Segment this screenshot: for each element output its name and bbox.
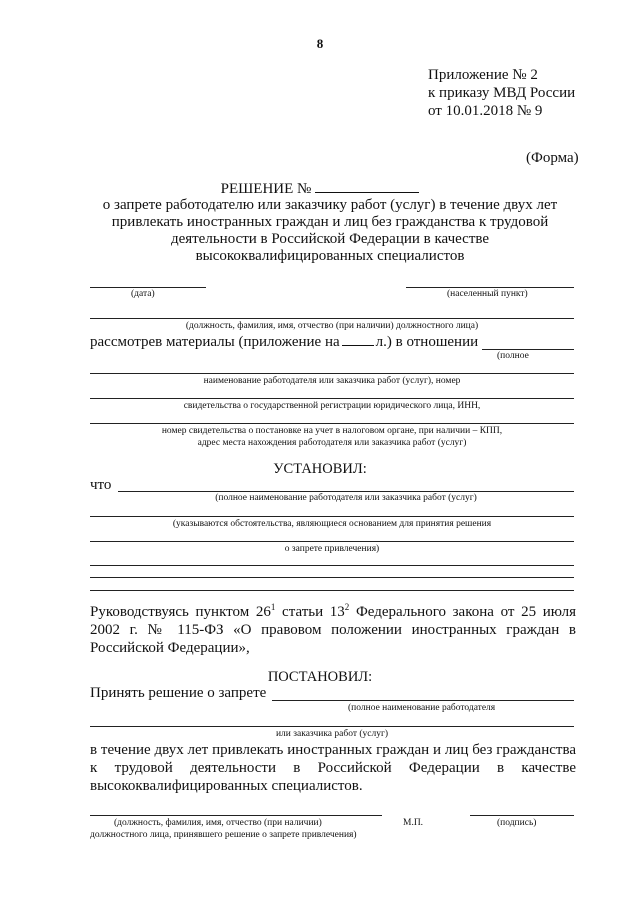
decision-start-text: Принять решение о запрете (90, 685, 267, 701)
full-employer-caption: (полное наименование работодателя или заказчика работ (услуг) (215, 493, 477, 503)
address-caption: адрес места нахождения работодателя или заказчика работ (услуг) (197, 438, 467, 448)
guided-part-3: Федерального закона от 25 июля 2002 г. № 115-ФЗ «О правовом положении иностранных граждан в Российской Федерации», (90, 604, 576, 656)
official-line (90, 318, 574, 319)
settlement-caption: (населенный пункт) (447, 289, 528, 299)
considered-text (90, 333, 478, 351)
appendix-header (428, 66, 638, 120)
date-caption: (дата) (131, 289, 155, 299)
decision-number-blank (315, 178, 419, 193)
or-customer-caption: или заказчика работ (услуг) (275, 729, 389, 739)
tax-number-caption: номер свидетельства о постановке на учет в налоговом органе, при наличии – КПП, (161, 426, 503, 436)
guided-paragraph (90, 603, 576, 657)
decision-body: в течение двух лет привлекать иностранных граждан и лиц без гражданства к трудовой деятельности в Российской Федерации в качестве высококвалифицированных специалистов. (90, 742, 576, 794)
employer-line (90, 373, 574, 374)
what-line (118, 491, 574, 492)
blank-line-3 (90, 590, 574, 591)
document-title (0, 178, 640, 198)
settlement-line (406, 287, 574, 288)
appendix-line-1: Приложение № 2 (428, 67, 538, 83)
appendix-line-2: к приказу МВД России (428, 85, 576, 101)
circumstances-caption: (указываются обстоятельства, являющиеся основанием для принятия решения (172, 519, 492, 529)
guided-part-1: Руководствуясь пунктом 26 (90, 604, 271, 620)
pages-blank (342, 333, 374, 346)
official-caption: (должность, фамилия, имя, отчество (при наличии) должностного лица) (185, 321, 479, 331)
blank-line-2 (90, 577, 574, 578)
signing-official-caption-2: должностного лица, принявшего решение о запрете привлечения) (90, 830, 357, 840)
decreed-heading: ПОСТАНОВИЛ: (267, 669, 373, 685)
customer-line (90, 726, 574, 727)
ban-line (90, 541, 574, 542)
document-subtitle: о запрете работодателю или заказчику работ (услуг) в течение двух лет привлекать иностранных граждан и лиц без гражданства к трудовой деятельности в Российской Федерации в качестве высококвалифицированных специалистов (102, 197, 558, 264)
tax-line (90, 423, 574, 424)
full-employer-caption-2: (полное наименование работодателя (348, 703, 496, 713)
full-line (482, 349, 574, 350)
signing-official-line (90, 815, 382, 816)
decision-employer-line (272, 700, 574, 701)
established-heading: УСТАНОВИЛ: (273, 461, 367, 477)
what-text: что (90, 477, 112, 493)
guided-sup-2: 2 (344, 602, 350, 612)
guided-sup-1: 1 (270, 602, 276, 612)
signature-line (470, 815, 574, 816)
full-caption: (полное (497, 351, 529, 361)
considered-after: л.) в отношении (375, 334, 479, 350)
form-mark: (Форма) (526, 150, 579, 166)
stamp-caption: М.П. (403, 818, 424, 828)
appendix-line-3: от 10.01.2018 № 9 (428, 103, 543, 119)
signing-official-caption-1: (должность, фамилия, имя, отчество (при наличии) (114, 818, 322, 828)
blank-line-1 (90, 565, 574, 566)
employer-name-caption: наименование работодателя или заказчика работ (услуг), номер (203, 376, 461, 386)
guided-part-2: статьи 13 (275, 604, 345, 620)
date-line (90, 287, 206, 288)
circumstances-line (90, 516, 574, 517)
ban-caption: о запрете привлечения) (284, 544, 380, 554)
certificate-caption: свидетельства о государственной регистрации юридического лица, ИНН, (183, 401, 481, 411)
certificate-line (90, 398, 574, 399)
title-text: РЕШЕНИЕ № (220, 181, 312, 197)
considered-before: рассмотрев материалы (приложение на (90, 334, 340, 350)
page-number: 8 (316, 36, 324, 51)
signature-caption: (подпись) (497, 818, 537, 828)
